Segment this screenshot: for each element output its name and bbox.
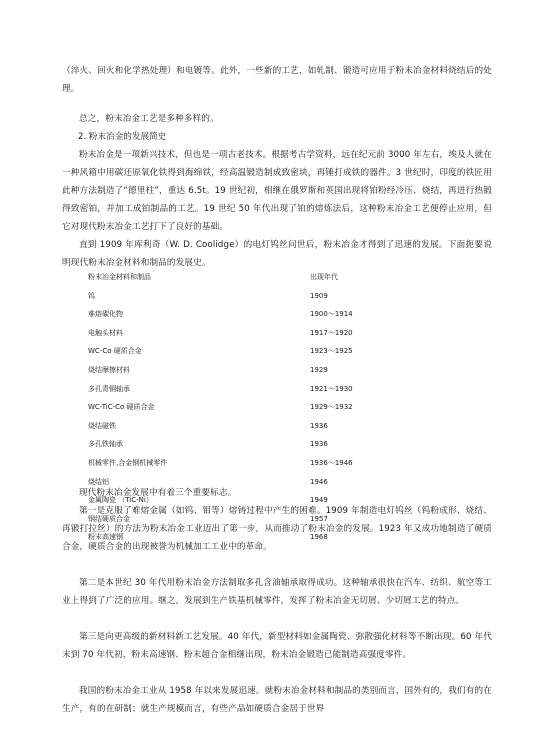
table-cell-year: 1936 (310, 421, 328, 430)
table-cell-year: 1923～1925 (310, 347, 353, 356)
table-cell-material: 多孔青铜轴承 (88, 384, 130, 393)
table-row (88, 435, 388, 454)
paragraph-milestone-one: 第一是克服了难熔金属（如钨、钼等）熔铸过程中产生的困难。1909 年制造电灯钨丝（钨粉成形、烧结、再锻打拉丝）的方法为粉末冶金工业迈出了第一步，从而推动了粉末冶金的发展。1923 年又成功地制造了硬质合金，硬质合金的出现被誉为机械加工工业中的革命。 (62, 506, 492, 552)
table-row (88, 305, 388, 324)
table-cell-year: 1946 (310, 477, 328, 486)
table-cell-year: 1929～1932 (310, 403, 353, 412)
paragraph-china: 我国的粉末冶金工业从 1958 年以来发展迅速。就粉末冶金材料和制品的类别而言，国外有的，我们有的在生产，有的在研制；就生产规模而言，有些产品如硬质合金居于世界 (62, 686, 492, 714)
table-cell-material: 多孔铁轴承 (88, 440, 123, 449)
table-row (88, 324, 388, 343)
table-row (88, 454, 388, 473)
table-cell-material: 烧结摩擦材料 (88, 365, 130, 374)
table-cell-year: 1936 (310, 440, 328, 449)
table-cell-year: 1957 (310, 514, 328, 523)
table-row (88, 342, 388, 361)
table-cell-year: 1968 (310, 533, 328, 542)
paragraph-milestone-three: 第三是向更高级的新材料新工艺发展。40 年代，新型材料如金属陶瓷、弥散强化材料等不断出现。60 年代末到 70 年代初，粉末高速钢、粉末超合金相继出现，粉末冶金锻造已能制造高强度零件。 (62, 632, 492, 660)
table-row (88, 361, 388, 380)
table-cell-material: 烧结铝 (88, 477, 109, 486)
table-cell-material: 难熔碳化物 (88, 310, 123, 319)
table-cell-material: 烧结磁铁 (88, 421, 116, 430)
table-cell-material: 钢结硬质合金 (88, 514, 130, 523)
paragraph-heat-treatment: （淬火、回火和化学热处理）和电镀等。此外，一些新的工艺，如轧制、锻造可应用于粉末冶金材料烧结后的处理。 (62, 66, 492, 94)
table-cell-year: 1949 (310, 496, 328, 505)
table-header-row (88, 268, 388, 287)
section-heading-history: 2. 粉末冶金的发展简史 (78, 132, 167, 142)
table-cell-material: 金属陶瓷 （TiC-Ni） (88, 496, 153, 505)
table-row (88, 398, 388, 417)
paragraph-milestones: 现代粉末冶金发展中有着三个重要标志。 (79, 488, 237, 498)
table-cell-year: 1936～1946 (310, 458, 353, 467)
paragraph-summary: 总之，粉末冶金工艺是多种多样的。 (79, 114, 219, 124)
table-cell-material: 电触头材料 (88, 328, 123, 337)
table-cell-material: 粉末高速钢 (88, 533, 123, 542)
table-cell-year: 1900～1914 (310, 310, 353, 319)
table-cell-material: 钨 (88, 291, 95, 300)
table-row (88, 417, 388, 436)
table-cell-year: 1917～1920 (310, 328, 353, 337)
table-cell-year: 1929 (310, 365, 328, 374)
table-cell-material: WC-TiC-Co 硬质合金 (88, 403, 155, 412)
table-cell-material: WC-Co 硬质合金 (88, 347, 142, 356)
paragraph-history: 粉末冶金是一项新兴技术，但也是一项古老技术。根据考古学资料，远在纪元前 3000 年左右，埃及人就在一种风箱中用碳还原氧化铁得到海绵铁，经高温锻造制成致密块，再锤打成铁的器件。3 世纪时，印度的铁匠用此种方法制造了“德里柱”，重达 6.5t。19 世纪初，相继在俄罗斯和英国出现将铂粉经冷压、烧结，再进行热锻得致密铂，并加工成铂制品的工艺。19 世纪 50 年代出现了铂的熔炼法后，这种粉末冶金工艺便停止应用，但它对现代粉末冶金工艺打下了良好的基础。 (62, 150, 492, 232)
table-cell-year: 1909 (310, 291, 328, 300)
table-row (88, 287, 388, 306)
paragraph-coolidge: 直到 1909 年库利奇（W. D. Coolidge）的电灯钨丝问世后，粉末冶金才得到了迅速的发展。下面扼要说明现代粉末冶金材料和制品的发展史。 (62, 240, 492, 268)
table-cell-material: 机械零件,合金钢机械零件 (88, 458, 168, 467)
table-row (88, 380, 388, 399)
table-header-year: 出现年代 (310, 273, 338, 281)
table-cell-year: 1921～1930 (310, 384, 353, 393)
table-header-material: 粉末冶金材料和制品 (88, 273, 151, 281)
paragraph-milestone-two: 第二是本世纪 30 年代用粉末冶金方法制取多孔含油轴承取得成功。这种轴承很快在汽车、纺织、航空等工业上得到了广泛的应用。继之，发展到生产铁基机械零件，发挥了粉末冶金无切屑、少切屑工艺的特点。 (62, 578, 492, 606)
